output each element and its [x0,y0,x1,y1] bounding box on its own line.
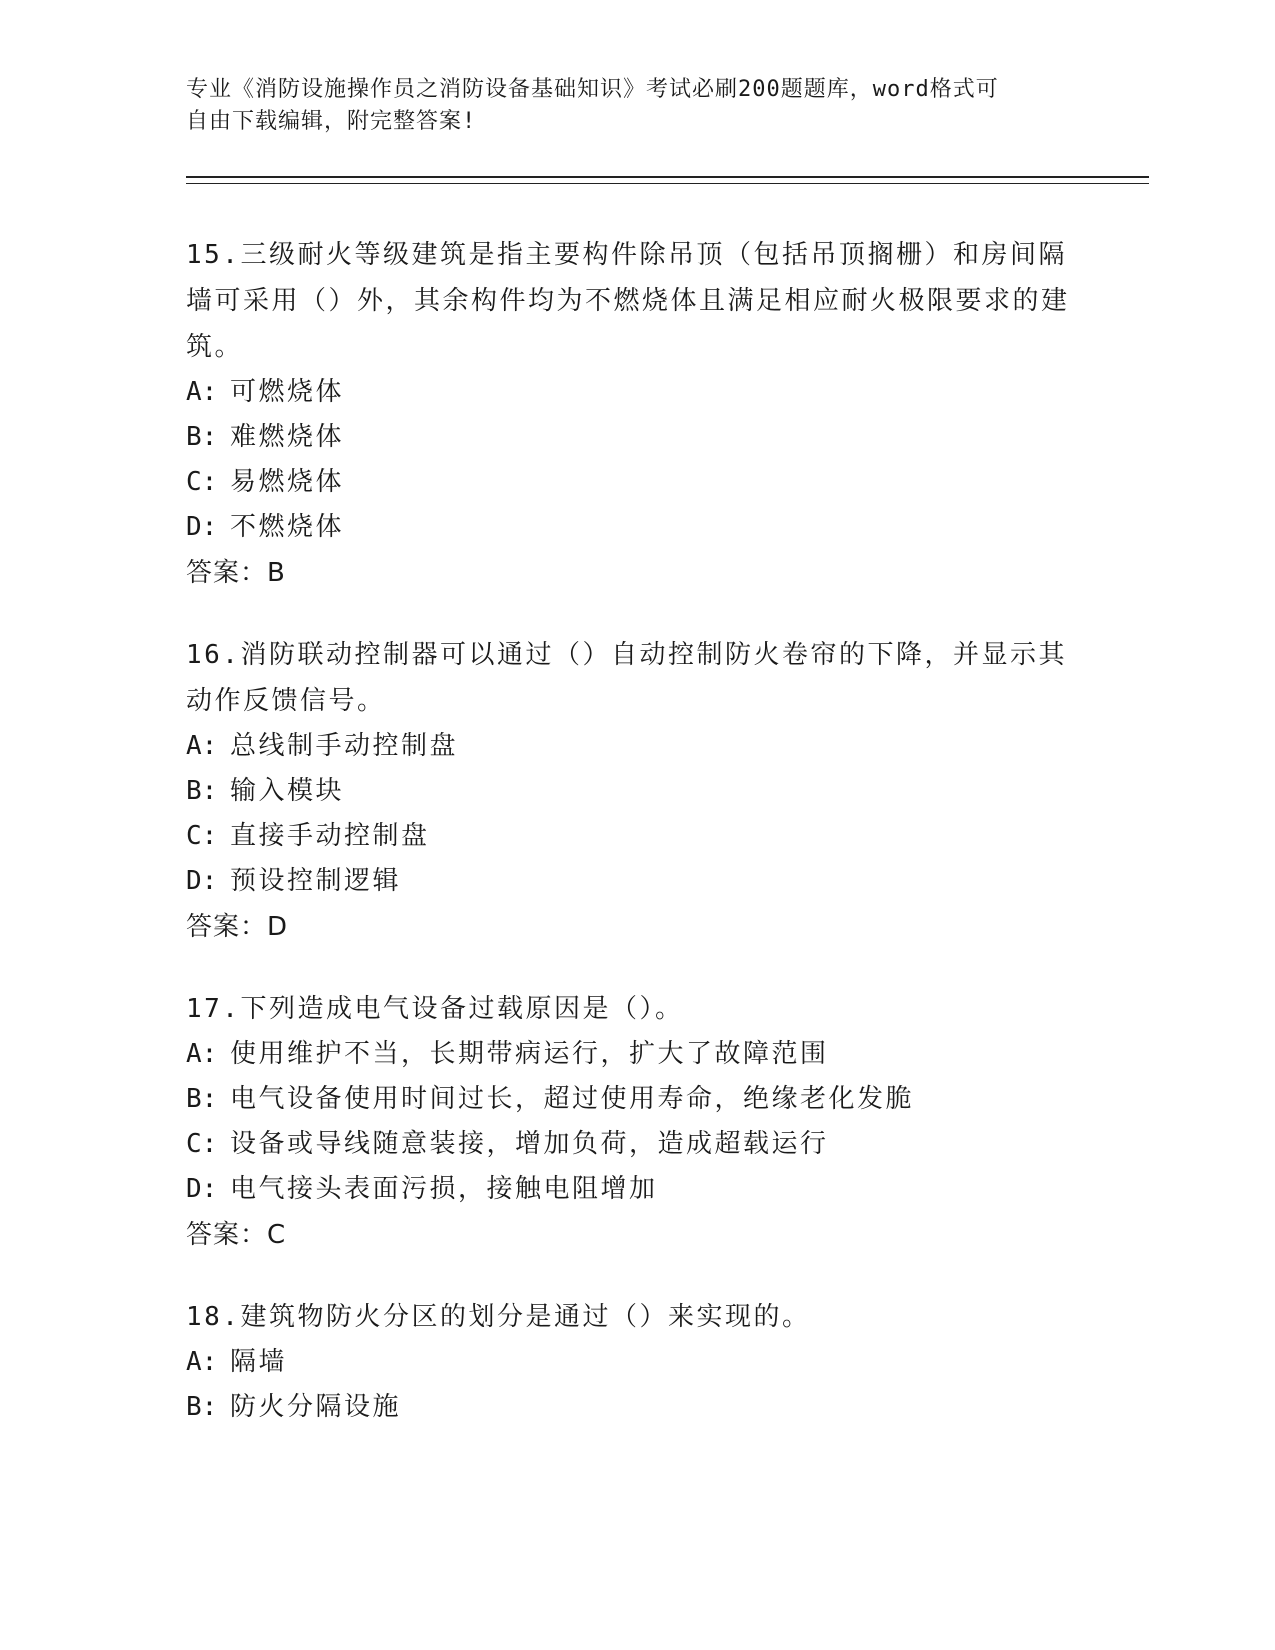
option-letter: D: [186,1174,218,1204]
option-b [186,415,1086,460]
option-letter: C: [186,467,218,497]
header-line-1: 专业《消防设施操作员之消防设备基础知识》考试必刷200题题库，word格式可 [186,77,999,102]
option-a [186,1032,1086,1077]
option-text: 直接手动控制盘 [230,821,430,851]
option-text: 隔墙 [230,1347,288,1377]
option-letter: A: [186,731,218,761]
option-letter: A: [186,1039,218,1069]
option-text: 电气设备使用时间过长，超过使用寿命，绝缘老化发脆 [230,1084,915,1114]
question-16 [186,632,1086,950]
option-text: 防火分隔设施 [230,1392,402,1422]
option-c [186,1122,1086,1167]
question-18 [186,1294,1086,1430]
option-a [186,724,1086,769]
option-d [186,859,1086,904]
question-list [186,232,1086,1466]
option-letter: A: [186,377,218,407]
option-letter: D: [186,866,218,896]
option-d [186,505,1086,550]
option-b [186,769,1086,814]
answer-line: 答案：C [186,1220,287,1250]
option-text: 输入模块 [230,776,345,806]
option-letter: C: [186,1129,218,1159]
question-15 [186,232,1086,596]
option-letter: B: [186,776,218,806]
option-letter: B: [186,1392,218,1422]
option-letter: A: [186,1347,218,1377]
option-a [186,1340,1086,1385]
question-stem: 15.三级耐火等级建筑是指主要构件除吊顶（包括吊顶搁栅）和房间隔墙可采用（）外，其余构件均为不燃烧体且满足相应耐火极限要求的建筑。 [186,240,1070,362]
option-b [186,1077,1086,1122]
option-a [186,370,1086,415]
question-stem: 17.下列造成电气设备过载原因是（）。 [186,994,684,1024]
option-letter: B: [186,422,218,452]
answer-line: 答案：B [186,558,286,588]
option-text: 难燃烧体 [230,422,345,452]
option-text: 电气接头表面污损，接触电阻增加 [230,1174,658,1204]
header-divider [186,176,1149,184]
option-letter: B: [186,1084,218,1114]
option-b [186,1385,1086,1430]
question-stem: 16.消防联动控制器可以通过（）自动控制防火卷帘的下降，并显示其动作反馈信号。 [186,640,1067,716]
option-text: 预设控制逻辑 [230,866,402,896]
option-text: 可燃烧体 [230,377,345,407]
option-text: 总线制手动控制盘 [230,731,459,761]
option-text: 设备或导线随意装接，增加负荷，造成超载运行 [230,1129,829,1159]
option-d [186,1167,1086,1212]
question-17 [186,986,1086,1258]
option-c [186,460,1086,505]
option-text: 使用维护不当，长期带病运行，扩大了故障范围 [230,1039,829,1069]
option-letter: C: [186,821,218,851]
header-line-2: 自由下载编辑，附完整答案! [186,109,477,134]
option-letter: D: [186,512,218,542]
option-text: 易燃烧体 [230,467,345,497]
option-c [186,814,1086,859]
answer-line: 答案：D [186,912,289,942]
document-header [186,74,1066,138]
question-stem: 18.建筑物防火分区的划分是通过（）来实现的。 [186,1302,811,1332]
option-text: 不燃烧体 [230,512,345,542]
